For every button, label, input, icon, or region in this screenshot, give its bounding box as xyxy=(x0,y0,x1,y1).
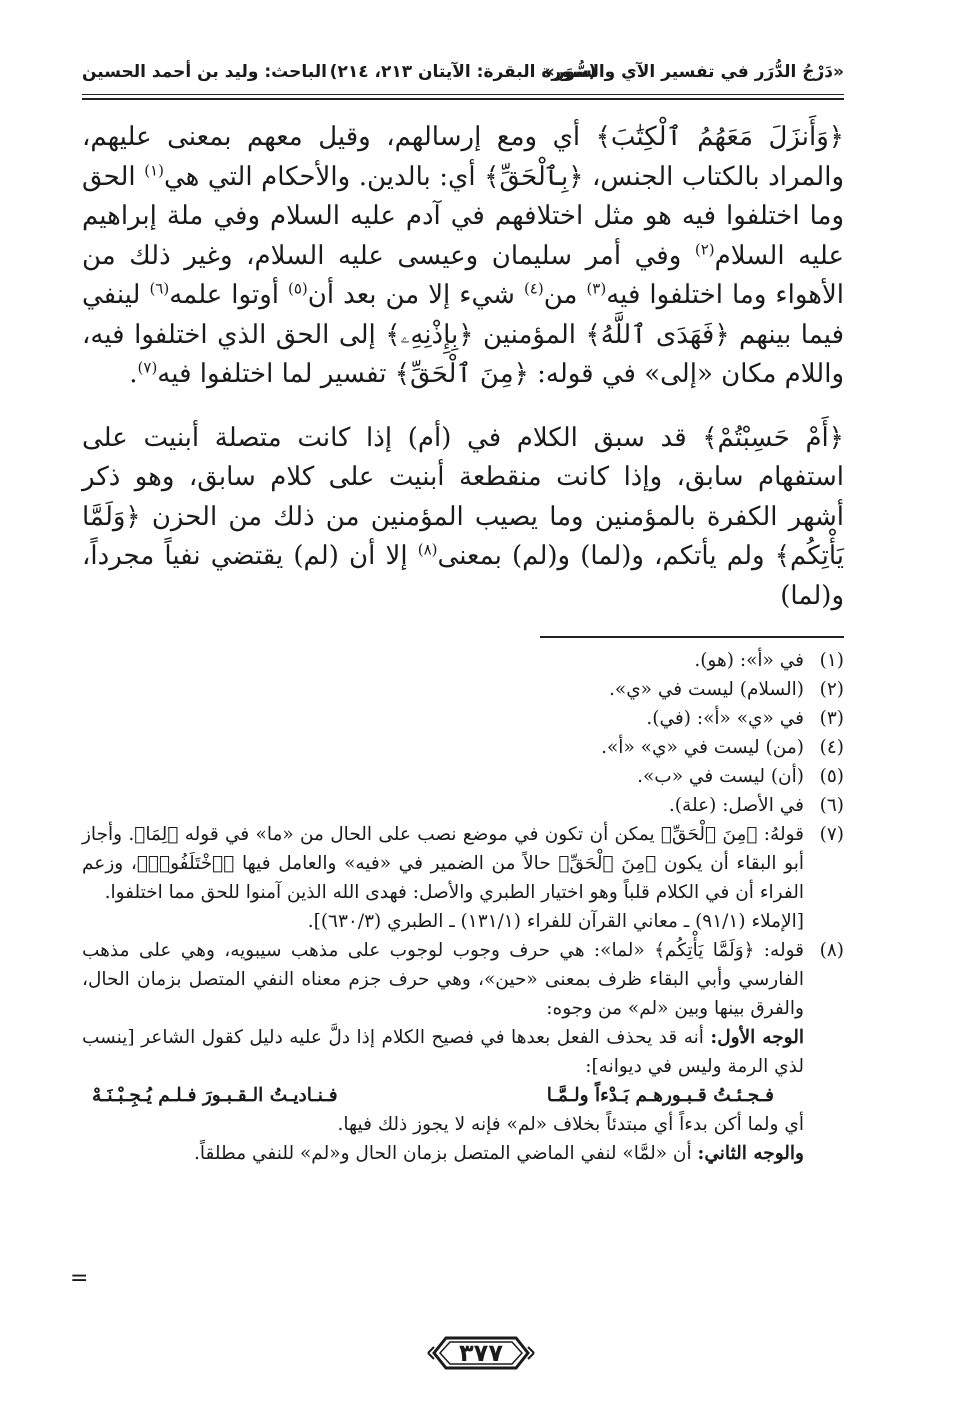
book-title: «دَرْجُ الدُّرَر في تفسير الآي والسُّوَر» xyxy=(543,62,844,82)
page-number-ornament xyxy=(426,1332,536,1374)
footnote-2: (٢) (السلام) ليست في «ي». xyxy=(609,679,844,700)
footnote-7-sources: [الإملاء (٩١/١) ـ معاني القرآن للفراء (١٣١/١) ـ الطبري (٦٣٠/٣)]. xyxy=(307,911,804,932)
paragraph-1: ﴿وَأَنزَلَ مَعَهُمُ ٱلْكِتَٰبَ﴾ أي ومع إرسالهم، وقيل معهم بمعنى عليهم، والمراد بالكتاب الجنس، ﴿بِٱلْحَقِّ﴾ أي: بالدين. والأحكام التي هي$^{(١)}$ الحق وما اختلفوا فيه هو مثل اختلافهم في آدم عليه السلام وفي ملة إبراهيم عليه السلام$^{(٢)}$ وفي أمر سليمان وعيسى عليه السلام، وغير ذلك من الأهواء وما اختلفوا فيه$^{(٣)}$ من$^{(٤)}$ شيء إلا من بعد أن$^{(٥)}$ أوتوا علمه$^{(٦)}$ لينفي فيما بينهم ﴿فَهَدَى ٱللَّهُ﴾ المؤمنين ﴿بِإِذْنِهِۦ﴾ إلى الحق الذي اختلفوا فيه، واللام مكان «إلى» في قوله: ﴿مِنَ ٱلْحَقِّ﴾ تفسير لما اختلفوا فيه$^{(٧)}$. xyxy=(82,122,845,389)
poetry-verse xyxy=(82,1081,804,1110)
footnote-7: (٧) قولهُ: ﴿مِنَ ٱلْحَقِّ﴾ يمكن أن تكون في موضع نصب على الحال من «ما» في قوله ﴿لِمَا﴾. وأجاز أبو البقاء أن يكون ﴿مِنَ ٱلْحَقِّ﴾ حالاً من الضمير في «فيه» والعامل فيها ﴿ٱخْتَلَفُوا۟﴾، وزعم الفراء أن في الكلام قلباً وهو اختيار الطبري والأصل: فهدى الله الذين آمنوا للحق مما اختلفوا. [الإملاء (٩١/١) ـ معاني القرآن للفراء (١٣١/١) ـ الطبري (٦٣٠/٣)]. xyxy=(82,820,844,936)
footnote-ref-8[interactable]: (٨) xyxy=(417,540,438,559)
footnote-1: (١) في «أ»: (هو). xyxy=(694,650,844,671)
footnote-5: (٥) (أن) ليست في «ب». xyxy=(637,766,844,787)
footnote-separator xyxy=(540,636,844,638)
page-number: ٣٧٧ xyxy=(459,1339,503,1367)
footnote-6: (٦) في الأصل: (علة). xyxy=(668,795,844,816)
footnote-ref-4[interactable]: (٤) xyxy=(523,279,544,298)
footnote-7-text: قولهُ: ﴿مِنَ ٱلْحَقِّ﴾ يمكن أن تكون في موضع نصب على الحال من «ما» في قوله ﴿لِمَا﴾. وأجاز أبو البقاء أن يكون ﴿مِنَ ٱلْحَقِّ﴾ حالاً من الضمير في «فيه» والعامل فيها ﴿ٱخْتَلَفُوا۟﴾، وزعم الفراء أن في الكلام قلباً وهو اختيار الطبري والأصل: فهدى الله الذين آمنوا للحق مما اختلفوا. xyxy=(82,824,804,903)
footnotes xyxy=(82,646,844,1168)
running-header xyxy=(82,58,844,100)
header-double-rule xyxy=(82,94,844,95)
footnote-8: (٨) قوله: ﴿وَلَمَّا يَأْتِكُم﴾ «لما»: هي حرف وجوب لوجوب على مذهب سيبويه، وهي على مذهب الفارسي وأبي البقاء ظرف بمعنى «حين»، وهي حرف جزم معناه النفي المتصل بزمان الحال، والفرق بينها وبين «لم» من وجوه: الوجه الأول: أنه قد يحذف الفعل بعدها في فصيح الكلام إذا دلَّ عليه دليل كقول الشاعر [ينسب لذي الرمة وليس في ديوانه]: فـجـئـتُ قـبـورهـم بَـدْءاً ولـمَّـا فـنـاديـتُ الـقـبـورَ فـلـم يُـجِـبْـنَـهْ أي ولما أكن بدءاً أي مبتدئاً بخلاف «لم» فإنه لا يجوز ذلك فيها. والوجه الثاني: أن «لمَّا» لنفي الماضي المتصل بزمان الحال و«لم» للنفي مطلقاً. xyxy=(82,936,844,1168)
surah-reference: (سورة البقرة: الآيتان ٢١٣، ٢١٤) xyxy=(329,62,597,82)
paragraph-2: ﴿أَمْ حَسِبْتُمْ﴾ قد سبق الكلام في (أم) إذا كانت متصلة أبنيت على استفهام سابق، وإذا كانت منقطعة أبنيت على كلام سابق، وهو ذكر أشهر الكفرة بالمؤمنين وما يصيب المؤمنين من ذلك من الحزن ﴿وَلَمَّا يَأْتِكُم﴾ ولم يأتكم، و(لما) و(لم) بمعنى$^{(٨)}$ إلا أن (لم) يقتضي نفياً مجرداً، و(لما) xyxy=(82,422,844,611)
footnote-8-intro: قوله: ﴿وَلَمَّا يَأْتِكُم﴾ «لما»: هي حرف وجوب لوجوب على مذهب سيبويه، وهي على مذهب الفارسي وأبي البقاء ظرف بمعنى «حين»، وهي حرف جزم معناه النفي المتصل بزمان الحال، والفرق بينها وبين «لم» من وجوه: xyxy=(82,940,804,1019)
footnote-8-second-aspect: والوجه الثاني: أن «لمَّا» لنفي الماضي المتصل بزمان الحال و«لم» للنفي مطلقاً. xyxy=(194,1143,804,1164)
footnote-4: (٤) (من) ليست في «ي» «أ». xyxy=(601,737,844,758)
footnote-ref-7[interactable]: (٧) xyxy=(137,358,158,377)
footnote-ref-6[interactable]: (٦) xyxy=(149,279,170,298)
footnote-ref-2[interactable]: (٢) xyxy=(694,239,715,258)
footnote-8-after-verse: أي ولما أكن بدءاً أي مبتدئاً بخلاف «لم» فإنه لا يجوز ذلك فيها. xyxy=(337,1114,804,1135)
footnote-ref-3[interactable]: (٣) xyxy=(586,279,607,298)
verse-second-hemistich: فـنـاديـتُ الـقـبـورَ فـلـم يُـجِـبْـنَـهْ xyxy=(92,1085,338,1106)
footnote-3: (٣) في «ي» «أ»: (في). xyxy=(646,708,844,729)
footnote-ref-1[interactable]: (١) xyxy=(144,160,164,179)
continuation-mark: = xyxy=(70,1266,89,1291)
footnote-8-first-aspect: الوجه الأول: أنه قد يحذف الفعل بعدها في فصيح الكلام إذا دلَّ عليه دليل كقول الشاعر [ينسب لذي الرمة وليس في ديوانه]: xyxy=(82,1027,804,1077)
main-text xyxy=(82,118,844,616)
verse-first-hemistich: فـجـئـتُ قـبـورهـم بَـدْءاً ولـمَّـا xyxy=(546,1085,774,1106)
footnote-ref-5[interactable]: (٥) xyxy=(287,279,308,298)
researcher-name: الباحث: وليد بن أحمد الحسين xyxy=(82,62,327,82)
